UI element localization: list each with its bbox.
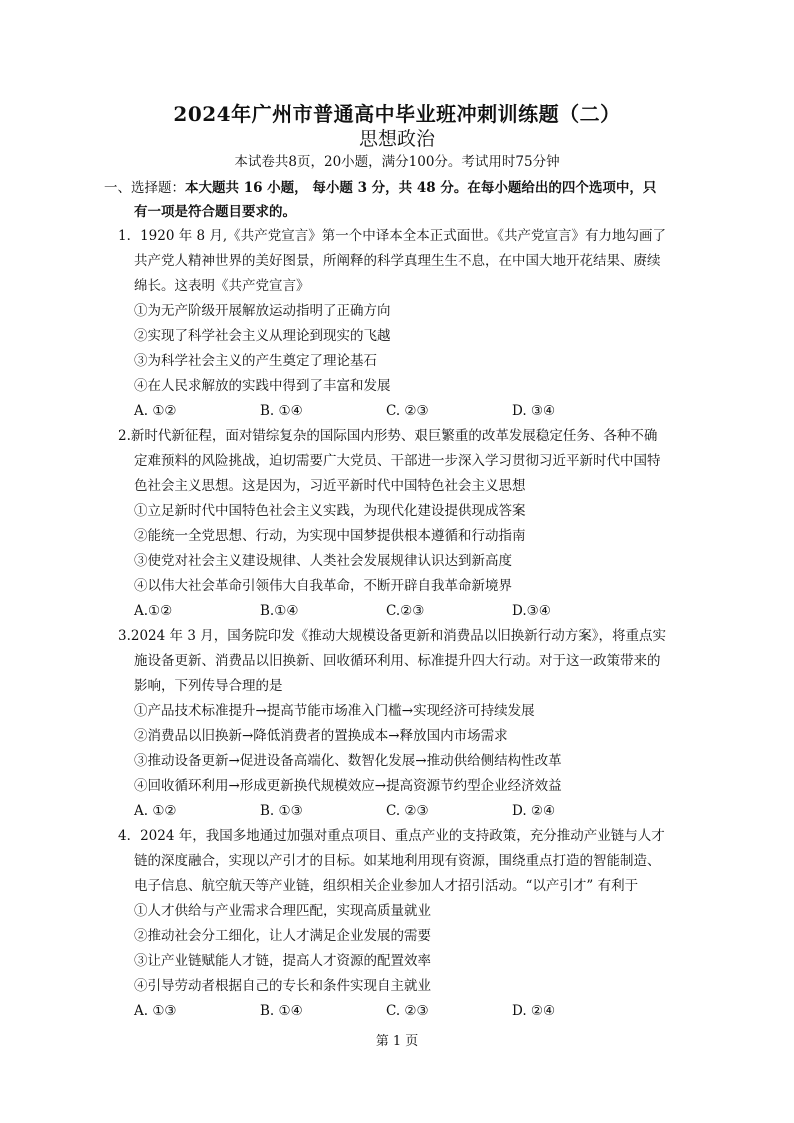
statement-option: ②推动社会分工细化，让人才满足企业发展的需要 xyxy=(134,928,431,944)
question-stem-line: 2.新时代新征程，面对错综复杂的国际国内形势、艰巨繁重的改革发展稳定任务、各种不确 xyxy=(118,428,658,444)
statement-option: ③为科学社会主义的产生奠定了理论基石 xyxy=(134,353,377,369)
answer-choice[interactable]: B. ①③ xyxy=(260,803,303,819)
exam-title: 2024年广州市普通高中毕业班冲刺训练题（二） xyxy=(173,102,621,126)
statement-option: ①人才供给与产业需求合理匹配，实现高质量就业 xyxy=(134,903,431,919)
answer-choice[interactable]: D.③④ xyxy=(512,603,551,619)
answer-choices xyxy=(118,399,678,424)
section-instructions: 本大题共 16 小题， 每小题 3 分，共 48 分。在每小题给出的四个选项中，只 xyxy=(185,180,657,196)
statement-option: ④以伟大社会革命引领伟大自我革命，不断开辟自我革命新境界 xyxy=(134,578,512,594)
statement-option: ③让产业链赋能人才链，提高人才资源的配置效率 xyxy=(134,953,431,969)
statement-option: ③使党对社会主义建设规律、人类社会发展规律认识达到新高度 xyxy=(134,553,512,569)
answer-choice[interactable]: A. ①② xyxy=(134,403,177,419)
answer-choice[interactable]: A. ①② xyxy=(134,803,177,819)
answer-choice[interactable]: C. ②③ xyxy=(386,1003,429,1019)
answer-choice[interactable]: A.①② xyxy=(134,603,173,619)
question-stem-line: 影响，下列传导合理的是 xyxy=(134,678,283,694)
statement-option: ④引导劳动者根据自己的专长和条件实现自主就业 xyxy=(134,978,431,994)
question-stem-line: 1．1920 年 8 月,《共产党宣言》第一个中译本全本正式面世。《共产党宣言》有力地勾画了 xyxy=(118,228,666,244)
answer-choice[interactable]: C.②③ xyxy=(386,603,425,619)
question-stem-line: 色社会主义思想。这是因为，习近平新时代中国特色社会主义思想 xyxy=(134,478,526,494)
question-stem-line: 4．2024 年，我国多地通过加强对重点项目、重点产业的支持政策，充分推动产业链与人才 xyxy=(118,828,665,844)
question-list xyxy=(118,224,678,1024)
section-instructions-cont: 有一项是符合题目要求的。 xyxy=(134,204,296,220)
answer-choice[interactable]: B.①④ xyxy=(260,603,299,619)
statement-option: ①产品技术标准提升→提高节能市场准入门槛→实现经济可持续发展 xyxy=(134,703,535,719)
answer-choices xyxy=(118,599,678,624)
question-stem-line: 定难预料的风险挑战，迫切需要广大党员、干部进一步深入学习贯彻习近平新时代中国特 xyxy=(134,453,661,469)
question-stem-line: 链的深度融合，实现以产引才的目标。如某地利用现有资源，围绕重点打造的智能制造、 xyxy=(134,853,661,869)
answer-choice[interactable]: D. ③④ xyxy=(512,403,556,419)
subject-title: 思想政治 xyxy=(358,128,435,150)
exam-body xyxy=(104,176,678,1024)
answer-choice[interactable]: A. ①③ xyxy=(134,1003,177,1019)
statement-option: ④回收循环利用→形成更新换代规模效应→提高资源节约型企业经济效益 xyxy=(134,778,562,794)
question-stem-line: 施设备更新、消费品以旧换新、回收循环利用、标准提升四大行动。对于这一政策带来的 xyxy=(134,653,661,669)
question-stem-line: 电子信息、航空航天等产业链，组织相关企业参加人才招引活动。“以产引才” 有利于 xyxy=(134,878,639,894)
answer-choice[interactable]: D. ②④ xyxy=(512,803,556,819)
statement-option: ②实现了科学社会主义从理论到现实的飞越 xyxy=(134,328,391,344)
answer-choice[interactable]: D. ②④ xyxy=(512,1003,556,1019)
answer-choices xyxy=(118,999,678,1024)
statement-option: ②能统一全党思想、行动，为实现中国梦提供根本遵循和行动指南 xyxy=(134,528,526,544)
question-1 xyxy=(118,224,678,424)
statement-option: ②消费品以旧换新→降低消费者的置换成本→释放国内市场需求 xyxy=(134,728,508,744)
answer-choice[interactable]: C. ②③ xyxy=(386,803,429,819)
statement-option: ④在人民求解放的实践中得到了丰富和发展 xyxy=(134,378,391,394)
statement-option: ③推动设备更新→促进设备高端化、数智化发展→推动供给侧结构性改革 xyxy=(134,753,562,769)
section-label: 一、选择题： xyxy=(104,180,185,196)
statement-option: ①立足新时代中国特色社会主义实践，为现代化建设提供现成答案 xyxy=(134,503,526,519)
question-2 xyxy=(118,424,678,624)
page-number: 第 1 页 xyxy=(375,1034,419,1049)
question-stem-line: 3.2024 年 3 月，国务院印发《推动大规模设备更新和消费品以旧换新行动方案》，将重点实 xyxy=(118,628,666,644)
question-stem-line: 绵长。这表明《共产党宣言》 xyxy=(134,278,310,294)
question-4 xyxy=(118,824,678,1024)
section-heading xyxy=(104,176,678,224)
answer-choice[interactable]: B. ①④ xyxy=(260,403,303,419)
statement-option: ①为无产阶级开展解放运动指明了正确方向 xyxy=(134,303,391,319)
exam-info: 本试卷共8页，20小题，满分100分。考试用时75分钟 xyxy=(234,154,560,170)
answer-choice[interactable]: B. ①④ xyxy=(260,1003,303,1019)
question-3 xyxy=(118,624,678,824)
answer-choice[interactable]: C. ②③ xyxy=(386,403,429,419)
question-stem-line: 共产党人精神世界的美好图景，所阐释的科学真理生生不息，在中国大地开花结果、赓续 xyxy=(134,253,661,269)
answer-choices xyxy=(118,799,678,824)
